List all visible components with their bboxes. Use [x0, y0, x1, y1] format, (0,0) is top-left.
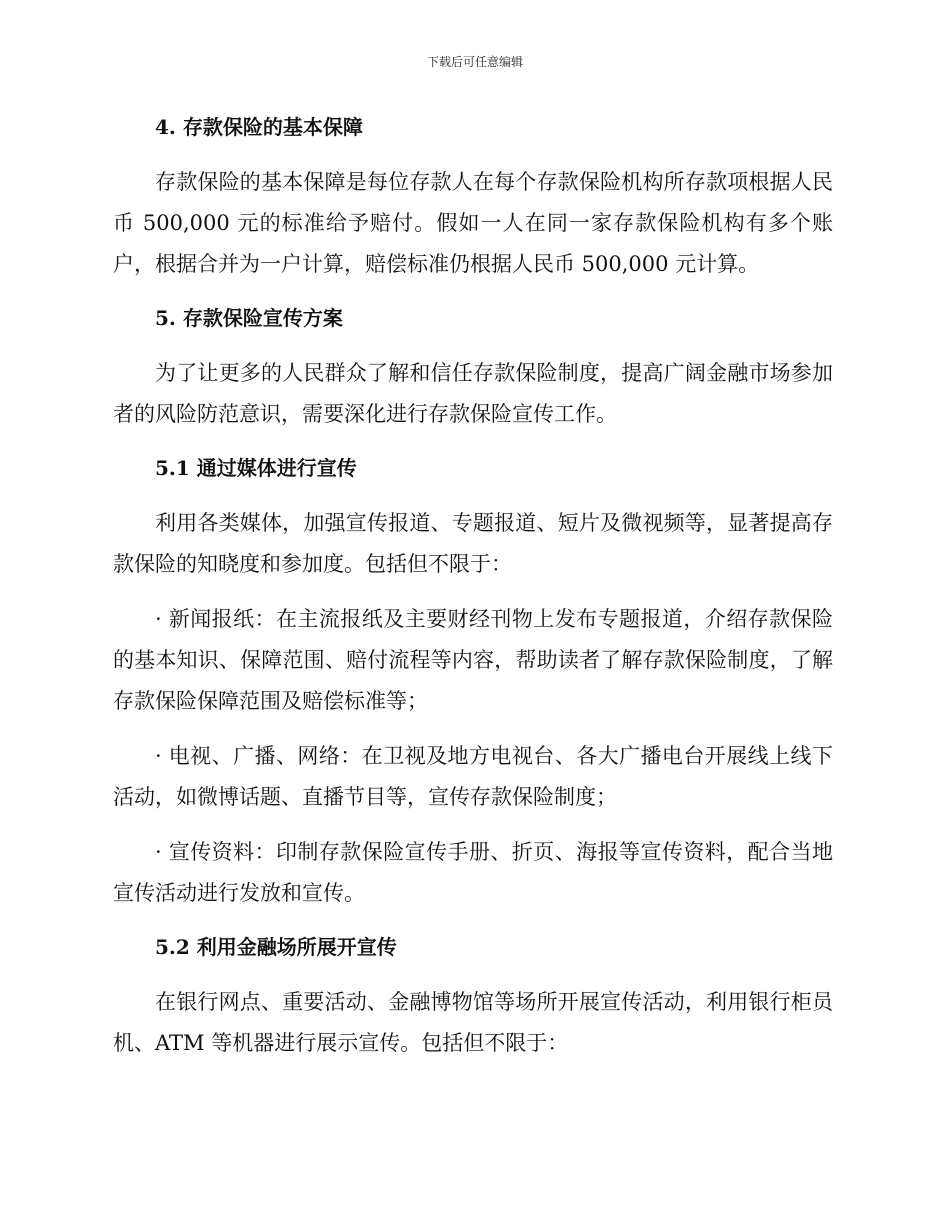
section-heading-4: 4. 存款保险的基本保障: [155, 115, 363, 139]
document-body: [113, 108, 833, 1064]
list-item-materials: · 宣传资料：印制存款保险宣传手册、折页、海报等宣传资料，配合当地宣传活动进行发放和宣传。: [113, 840, 833, 905]
section-heading-5: 5. 存款保险宣传方案: [155, 306, 343, 330]
paragraph-publicity-plan: 为了让更多的人民群众了解和信任存款保险制度，提高广阔金融市场参加者的风险防范意识，需要深化进行存款保险宣传工作。: [113, 361, 833, 426]
list-item-tv-radio-web: · 电视、广播、网络：在卫视及地方电视台、各大广播电台开展线上线下活动，如微博话题、直播节目等，宣传存款保险制度；: [113, 744, 833, 809]
paragraph-financial-venues: 在银行网点、重要活动、金融博物馆等场所开展宣传活动，利用银行柜员机、ATM 等机器进行展示宣传。包括但不限于：: [113, 990, 833, 1055]
list-item-newspaper: · 新闻报纸：在主流报纸及主要财经刊物上发布专题报道，介绍存款保险的基本知识、保障范围、赔付流程等内容，帮助读者了解存款保险制度，了解存款保险保障范围及赔偿标准等；: [113, 607, 833, 713]
paragraph-basic-protection: 存款保险的基本保障是每位存款人在每个存款保险机构所存款项根据人民币 500,000 元的标准给予赔付。假如一人在同一家存款保险机构有多个账户，根据合并为一户计算，赔偿标准仍根据人民币 500,000 元计算。: [113, 170, 833, 276]
section-heading-5-1: 5.1 通过媒体进行宣传: [155, 456, 357, 480]
page-header-note: 下载后可任意编辑: [426, 55, 523, 69]
paragraph-media-publicity: 利用各类媒体，加强宣传报道、专题报道、短片及微视频等，显著提高存款保险的知晓度和参加度。包括但不限于：: [113, 511, 833, 576]
section-heading-5-2: 5.2 利用金融场所展开宣传: [155, 935, 397, 959]
